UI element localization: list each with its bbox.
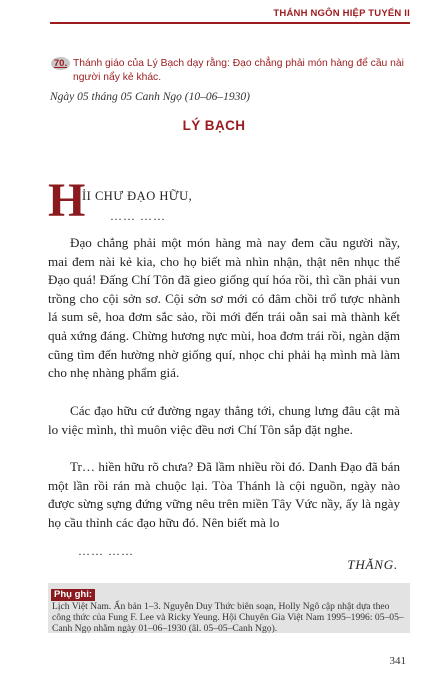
signature: THĂNG. — [347, 557, 398, 572]
message-date: Ngày 05 tháng 05 Canh Ngọ (10–06–1930) — [50, 91, 250, 103]
running-header-title: THÁNH NGÔN HIỆP TUYỂN II — [273, 8, 410, 19]
opening-ellipsis: …… …… — [110, 209, 166, 223]
author-heading: LÝ BẠCH — [182, 118, 246, 133]
item-number-badge: 70. — [51, 57, 70, 70]
salutation: ỈI CHƯ ĐẠO HỮU, — [82, 189, 193, 203]
body-paragraph: Các đạo hữu cứ đường ngay thẳng tới, chung lưng đâu cật mà lo việc mình, thì muôn việc đều nơi Chí Tôn sắp đặt nghe. — [48, 403, 400, 437]
notes-label: Phụ ghi: — [51, 589, 95, 601]
item-intro: Thánh giáo của Lý Bạch dạy rằng: Đạo chẳng phải món hàng để cầu nài người nẩy kẻ khác. — [73, 58, 404, 83]
page-number: 341 — [389, 655, 406, 667]
body-paragraph: Tr… hiền hữu rõ chưa? Đã lầm nhiều rồi đó. Danh Đạo đã bán một lần rồi rán mà chuộc lại. Tòa Thánh là cội nguồn, ngày nào được sừng sựng đứng vững nêu trên miền Tây Vức nầy, ấy là ngày họ cầu thỉnh các đạo hữu đó. Nên biết mà lo — [48, 459, 400, 530]
notes-text: Lịch Việt Nam. Ấn bản 1–3. Nguyễn Duy Thức biên soạn, Holly Ngô cập nhật dựa theo công thức của Fung F. Lee và Ricky Yeung. Hội Chuyên Gia Việt Nam 1995–1996: 05–05–Canh Ngọ nhằm ngày 01–06–1930 (âl. 05–05–Canh Ngọ). — [52, 601, 404, 634]
drop-cap: H — [48, 174, 86, 227]
closing-ellipsis: …… …… — [78, 544, 134, 558]
header-rule — [50, 22, 410, 24]
body-paragraph: Đạo chẳng phải một món hàng mà nay đem cầu người nầy, mai đem nài kẻ kia, cho họ biết mà nhìn nhận, thật nên nhục thể Đạo quá! Đấng Chí Tôn đã gieo giống quí hóa rồi, thì cần phải vun trồng cho cội sởn sơ. Cội sởn sơ mới có đâm chồi trổ tược nhành lá sum sê, hoa đơm sắc sảo, rồi mới đến trái oằn sai mà thành kết quả xứng đáng. Chừng hương nực mùi, hoa đơm trái rồi, ngàn dặm cũng tìm đến hường nhờ giống quí, nhọc chi phải hạ mình mà làm cho nhẹ nhàng phẩm giá. — [48, 235, 400, 381]
